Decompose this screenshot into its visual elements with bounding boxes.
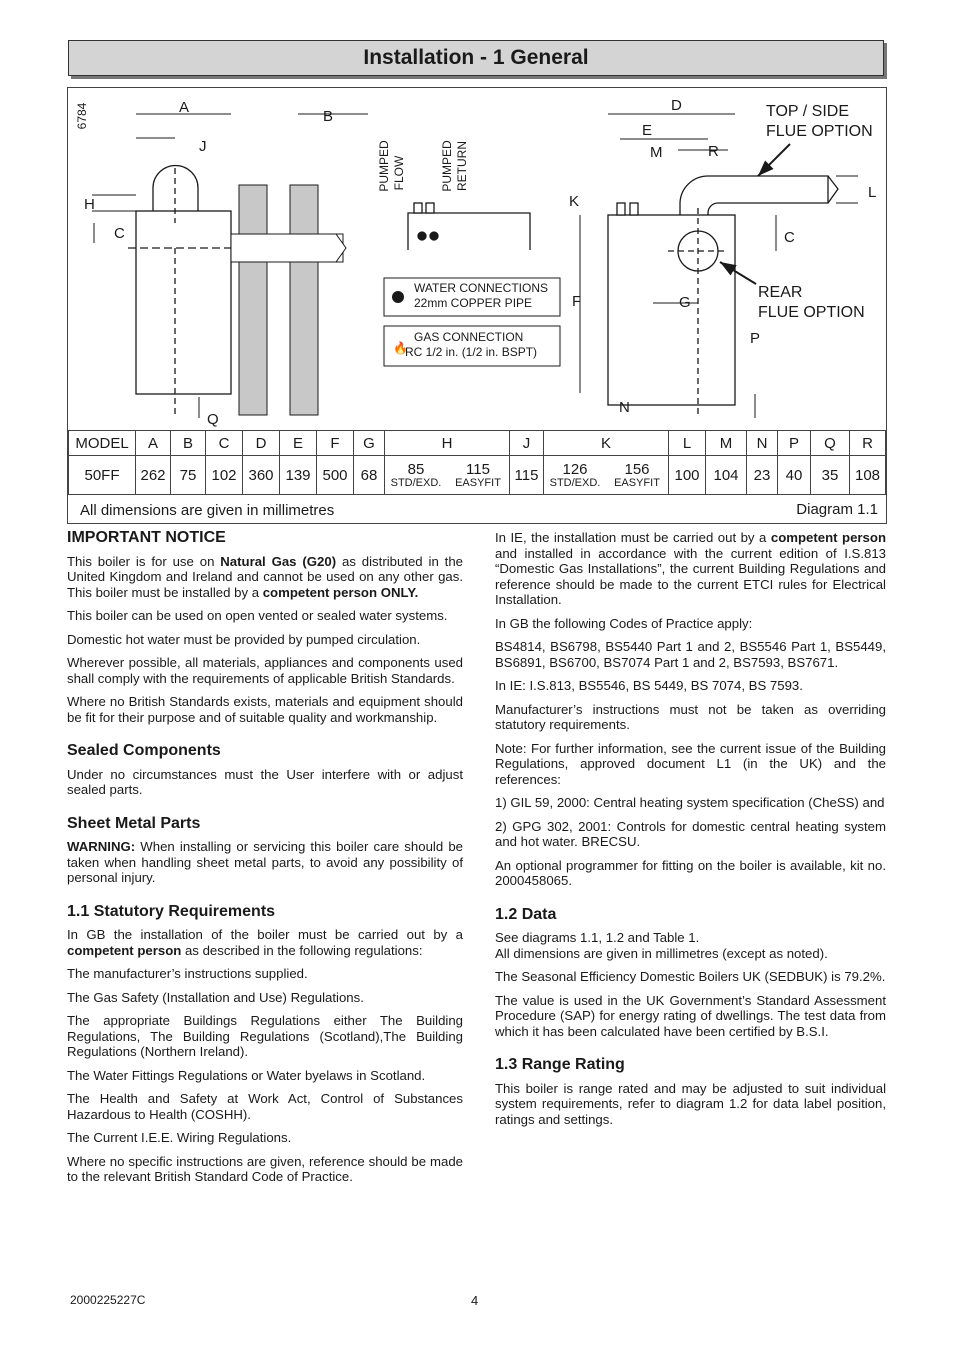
- label-d: D: [671, 97, 682, 114]
- text: and installed in accordance with the current edition of I.S.813 “Domestic Gas Installations”, the current Building Regulations and reference should be made to the current ETCI rules for Electrical Installation.: [495, 545, 886, 607]
- data-p1: [495, 930, 886, 946]
- range-heading: 1.3 Range Rating: [495, 1056, 625, 1073]
- text: When installing or servicing this boiler care should be taken when handling sheet metal parts, to avoid any possibility of personal injury.: [67, 839, 463, 885]
- table-cell: 139: [280, 456, 317, 495]
- label-k: K: [569, 193, 580, 210]
- table-header: MODEL: [69, 431, 136, 456]
- table-header: L: [669, 431, 706, 456]
- pumped-flow-1: PUMPED: [377, 140, 391, 192]
- left-column: [67, 530, 463, 1193]
- range-p: This boiler is range rated and may be adjusted to suit individual system requirements, refer to diagram 1.2 for data label position, ratings and settings.: [495, 1080, 886, 1127]
- label-b: B: [323, 108, 334, 125]
- label-c-left: C: [114, 225, 125, 242]
- dimension-lines: [92, 114, 858, 418]
- label-a: A: [179, 99, 190, 116]
- label-p: P: [750, 330, 761, 347]
- table-cell: 75: [171, 456, 206, 495]
- page-title: Installation - 1 General: [363, 46, 589, 69]
- table-header: M: [706, 431, 747, 456]
- table-cell: 102: [206, 456, 243, 495]
- table-header: E: [280, 431, 317, 456]
- statutory-p6: The Health and Safety at Work Act, Control of Substances Hazardous to Health (COSHH).: [67, 1091, 463, 1122]
- h-std-value: 85: [407, 461, 425, 478]
- sealed-p: Under no circumstances must the User interfere with or adjust sealed parts.: [67, 766, 463, 797]
- pumped-return-2: RETURN: [455, 141, 469, 191]
- table-cell: 104: [706, 456, 747, 495]
- text: This boiler is for use on: [67, 553, 221, 569]
- table-cell: 115: [510, 456, 544, 495]
- table-cell: 360: [243, 456, 280, 495]
- important-p1: [67, 554, 463, 601]
- table-header-row: [69, 431, 886, 456]
- table-cell-k: [544, 456, 669, 495]
- table-cell: 68: [354, 456, 385, 495]
- gas-line1: GAS CONNECTION: [414, 330, 524, 344]
- text-bold: competent person ONLY.: [262, 584, 419, 600]
- k-std-value: 126: [562, 461, 588, 478]
- dimensions-table: [68, 430, 886, 495]
- label-h: H: [84, 196, 95, 213]
- gas-flame-icon: 🔥: [393, 341, 408, 355]
- right-p8: 2) GPG 302, 2001: Controls for domestic central heating system and hot water. BRECSU.: [495, 818, 886, 849]
- text: In GB the installation of the boiler must be carried out by a: [67, 927, 463, 942]
- right-p6: Note: For further information, see the current issue of the Building Regulations, approved document L1 (in the UK) and the references:: [495, 740, 886, 787]
- boiler-side-view: [608, 176, 838, 418]
- boiler-diagram: [68, 88, 886, 430]
- ref-number: 6784: [75, 102, 89, 130]
- table-header: C: [206, 431, 243, 456]
- table-cell: 35: [811, 456, 850, 495]
- right-p7: 1) GIL 59, 2000: Central heating system specification (CheSS) and: [495, 795, 885, 810]
- label-q: Q: [207, 411, 219, 428]
- k-std-sub: STD/EXD.: [549, 477, 601, 489]
- data-heading: 1.2 Data: [495, 905, 557, 923]
- table-row: [69, 456, 886, 495]
- right-p1: [495, 530, 886, 608]
- important-p3: Domestic hot water must be provided by pumped circulation.: [67, 631, 421, 647]
- label-c-right: C: [784, 229, 795, 246]
- text-bold: competent person: [770, 530, 886, 545]
- table-header: Q: [811, 431, 850, 456]
- table-cell: 500: [317, 456, 354, 495]
- text-bold: Natural Gas (G20): [220, 553, 337, 569]
- table-cell: 108: [850, 456, 886, 495]
- right-p5: Manufacturer’s instructions must not be taken as overriding statutory requirements.: [495, 701, 886, 732]
- table-header: K: [544, 431, 669, 456]
- text: See diagrams 1.1, 1.2 and Table 1.: [495, 930, 700, 945]
- title-bar: [68, 40, 884, 76]
- k-easy-sub: EASYFIT: [614, 477, 660, 489]
- important-heading: IMPORTANT NOTICE: [67, 529, 226, 546]
- k-easy-value: 156: [624, 461, 650, 478]
- top-flue-2: FLUE OPTION: [766, 123, 873, 140]
- data-p2: The Seasonal Efficiency Domestic Boilers UK (SEDBUK) is 79.2%.: [495, 969, 886, 984]
- label-j: J: [199, 138, 207, 155]
- statutory-p2: The manufacturer’s instructions supplied.: [67, 966, 308, 981]
- table-cell-h: [385, 456, 510, 495]
- dimensions-footnote: All dimensions are given in millimetres: [80, 502, 335, 519]
- statutory-p4: The appropriate Buildings Regulations either The Building Regulations, The Building Regulations (Scotland),The Building Regulations (Northern Ireland).: [67, 1013, 463, 1059]
- document-code: 2000225227C: [70, 1293, 146, 1307]
- rear-flue-2: FLUE OPTION: [758, 304, 865, 321]
- table-cell: 100: [669, 456, 706, 495]
- text: as distributed in the United Kingdom and Ireland and cannot be used on any other gas. This boiler must be installed by a: [67, 553, 463, 600]
- h-easy-sub: EASYFIT: [455, 477, 501, 489]
- h-easy-value: 115: [466, 461, 490, 478]
- diagram-box: [67, 87, 887, 524]
- rear-flue-1: REAR: [758, 284, 803, 301]
- right-p2: In GB the following Codes of Practice apply:: [495, 615, 753, 631]
- right-column: [495, 530, 886, 1135]
- text: In IE, the installation must be carried out by a: [495, 530, 771, 545]
- table-header: H: [385, 431, 510, 456]
- label-f: F: [572, 293, 582, 310]
- label-l: L: [868, 184, 877, 201]
- statutory-p1: [67, 927, 463, 958]
- table-header: P: [778, 431, 811, 456]
- data-p3: The value is used in the UK Government’s Standard Assessment Procedure (SAP) for energy rating of dwellings. The test data from which it has been calculated have been certified by B.S.I.: [495, 992, 886, 1039]
- dimension-letters: [84, 97, 876, 428]
- table-header: J: [510, 431, 544, 456]
- table-cell: 262: [136, 456, 171, 495]
- top-flue-1: TOP / SIDE: [766, 103, 849, 120]
- page-number: 4: [471, 1293, 479, 1308]
- statutory-p5: The Water Fittings Regulations or Water byelaws in Scotland.: [67, 1067, 426, 1083]
- right-p4: In IE: I.S.813, BS5546, BS 5449, BS 7074, BS 7593.: [495, 678, 803, 693]
- label-g: G: [679, 294, 691, 311]
- right-p9: An optional programmer for fitting on the boiler is available, kit no. 2000458065.: [495, 857, 886, 888]
- important-p2: This boiler can be used on open vented or sealed water systems.: [67, 608, 448, 623]
- pumped-connections: [408, 203, 530, 250]
- statutory-p7: The Current I.E.E. Wiring Regulations.: [67, 1130, 292, 1145]
- table-cell: 23: [747, 456, 778, 495]
- sheet-p: [67, 839, 463, 886]
- important-p4: Wherever possible, all materials, appliances and components used shall comply with the requirements of applicable British Standards.: [67, 655, 463, 686]
- statutory-heading: 1.1 Statutory Requirements: [67, 902, 276, 920]
- sheet-heading: Sheet Metal Parts: [67, 814, 201, 832]
- table-header: D: [243, 431, 280, 456]
- pumped-flow-2: FLOW: [392, 155, 406, 191]
- table-cell-model: 50FF: [69, 456, 136, 495]
- table-header: G: [354, 431, 385, 456]
- table-header: A: [136, 431, 171, 456]
- text: as described in the following regulations:: [181, 942, 423, 958]
- water-line2: 22mm COPPER PIPE: [414, 296, 533, 310]
- pumped-return-1: PUMPED: [440, 140, 454, 192]
- label-n: N: [619, 399, 630, 416]
- sealed-heading: Sealed Components: [67, 742, 221, 759]
- diagram-caption: Diagram 1.1: [796, 501, 878, 518]
- label-m: M: [650, 144, 663, 161]
- water-icon: [392, 291, 404, 303]
- gas-line2: RC 1/2 in. (1/2 in. BSPT): [405, 345, 538, 359]
- table-header: B: [171, 431, 206, 456]
- label-e: E: [642, 122, 653, 139]
- label-r: R: [708, 143, 719, 160]
- statutory-p8: Where no specific instructions are given, reference should be made to the relevant British Standard Code of Practice.: [67, 1153, 463, 1184]
- table-cell: 40: [778, 456, 811, 495]
- water-line1: WATER CONNECTIONS: [414, 281, 548, 295]
- important-p5: Where no British Standards exists, materials and equipment should be fit for their purpose and of suitable quality and workmanship.: [67, 694, 463, 725]
- statutory-p3: The Gas Safety (Installation and Use) Regulations.: [67, 989, 364, 1005]
- data-p1b: All dimensions are given in millimetres (except as noted).: [495, 945, 828, 961]
- right-p3: BS4814, BS6798, BS5440 Part 1 and 2, BS5546 Part 1, BS5449, BS6891, BS6700, BS7074 Part 1 and 2, BS7593, BS7671.: [495, 639, 886, 670]
- table-header: F: [317, 431, 354, 456]
- warning-label: WARNING:: [67, 839, 136, 854]
- table-header: R: [850, 431, 886, 456]
- h-std-sub: STD/EXD.: [390, 477, 442, 489]
- text-bold: competent person: [67, 942, 182, 958]
- wall-section: [231, 185, 346, 415]
- table-header: N: [747, 431, 778, 456]
